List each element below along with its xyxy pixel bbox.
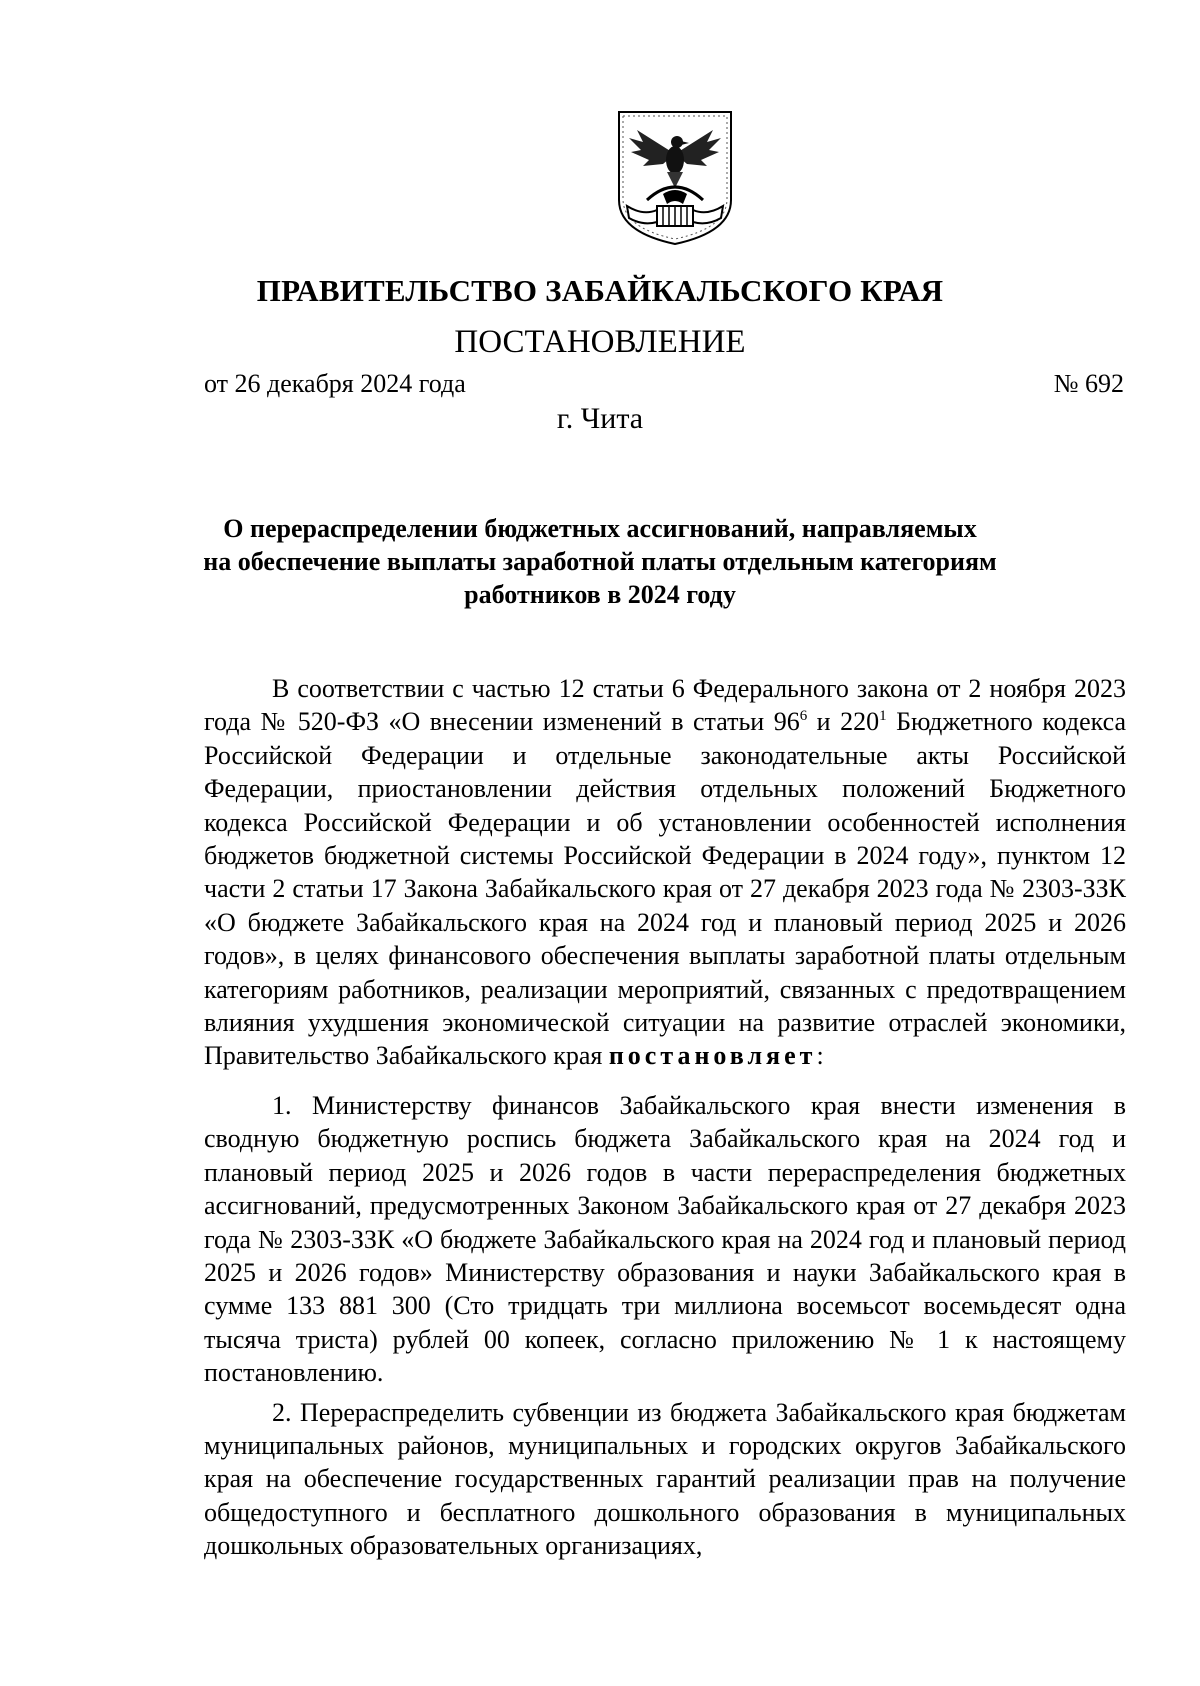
preamble-text: и 220 xyxy=(807,707,880,737)
document-number: № 692 xyxy=(1053,369,1124,398)
preamble-text: Бюджетного кодекса Российской Федерации и отдельные законодательные акты Российской Федерации, приостановлении действия отдельных положений Бюджетного кодекса Российской Федерации и об установлении особенностей исполнения бюджетов бюджетной системы Российской Федерации в 2024 году», пунктом 12 части 2 статьи 17 Закона Забайкальского края от 27 декабря 2023 года № 2303-ЗЗК «О бюджете Забайкальского края на 2024 год и плановый период 2025 и 2026 годов», в целях финансового обеспечения выплаты заработной платы отдельным категориям работников, реализации мероприятий, связанных с предотвращением влияния ухудшения экономической ситуации на развитие отраслей экономики, Правительство Забайкальского края xyxy=(204,707,1126,1071)
subject-line: работников в 2024 году xyxy=(464,580,736,609)
superscript: 1 xyxy=(879,708,887,725)
subject-line: О перераспределении бюджетных ассигнований, направляемых xyxy=(223,514,977,543)
coat-of-arms-icon xyxy=(613,108,737,248)
document-date: от 26 декабря 2024 года xyxy=(204,369,466,398)
document-city: г. Чита xyxy=(556,402,644,435)
subject-line: на обеспечение выплаты заработной платы отдельным категориям xyxy=(203,547,997,576)
document-body xyxy=(204,672,1126,1563)
document-type: ПОСТАНОВЛЕНИЕ xyxy=(454,324,746,360)
document-subject xyxy=(180,512,1020,611)
clause-1-paragraph: 1. Министерству финансов Забайкальского края внести изменения в сводную бюджетную роспись бюджета Забайкальского края на 2024 год и плановый период 2025 и 2026 годов в части перераспределения бюджетных ассигнований, предусмотренных Законом Забайкальского края от 27 декабря 2023 года № 2303-ЗЗК «О бюджете Забайкальского края на 2024 год и плановый период 2025 и 2026 годов» Министерству образования и науки Забайкальского края в сумме 133 881 300 (Сто тридцать три миллиона восемьсот восемьдесят одна тысяча триста) рублей 00 копеек, согласно приложению № 1 к настоящему постановлению. xyxy=(204,1090,1126,1388)
superscript: 6 xyxy=(799,708,808,725)
organization-title: ПРАВИТЕЛЬСТВО ЗАБАЙКАЛЬСКОГО КРАЯ xyxy=(256,273,944,308)
preamble-text: : xyxy=(816,1041,824,1071)
preamble-paragraph xyxy=(204,672,1126,1073)
clause-2-paragraph: 2. Перераспределить субвенции из бюджета Забайкальского края бюджетам муниципальных районов, муниципальных и городских округов Забайкальского края на обеспечение государственных гарантий реализации прав на получение общедоступного и бесплатного дошкольного образования в муниципальных дошкольных образовательных организациях, xyxy=(204,1397,1126,1561)
preamble-text: В соответствии с частью 12 статьи 6 Федерального закона от 2 ноября 2023 года № 520-ФЗ «О внесении изменений в статьи 96 xyxy=(204,674,1126,737)
resolution-keyword: постановляет xyxy=(608,1041,817,1071)
